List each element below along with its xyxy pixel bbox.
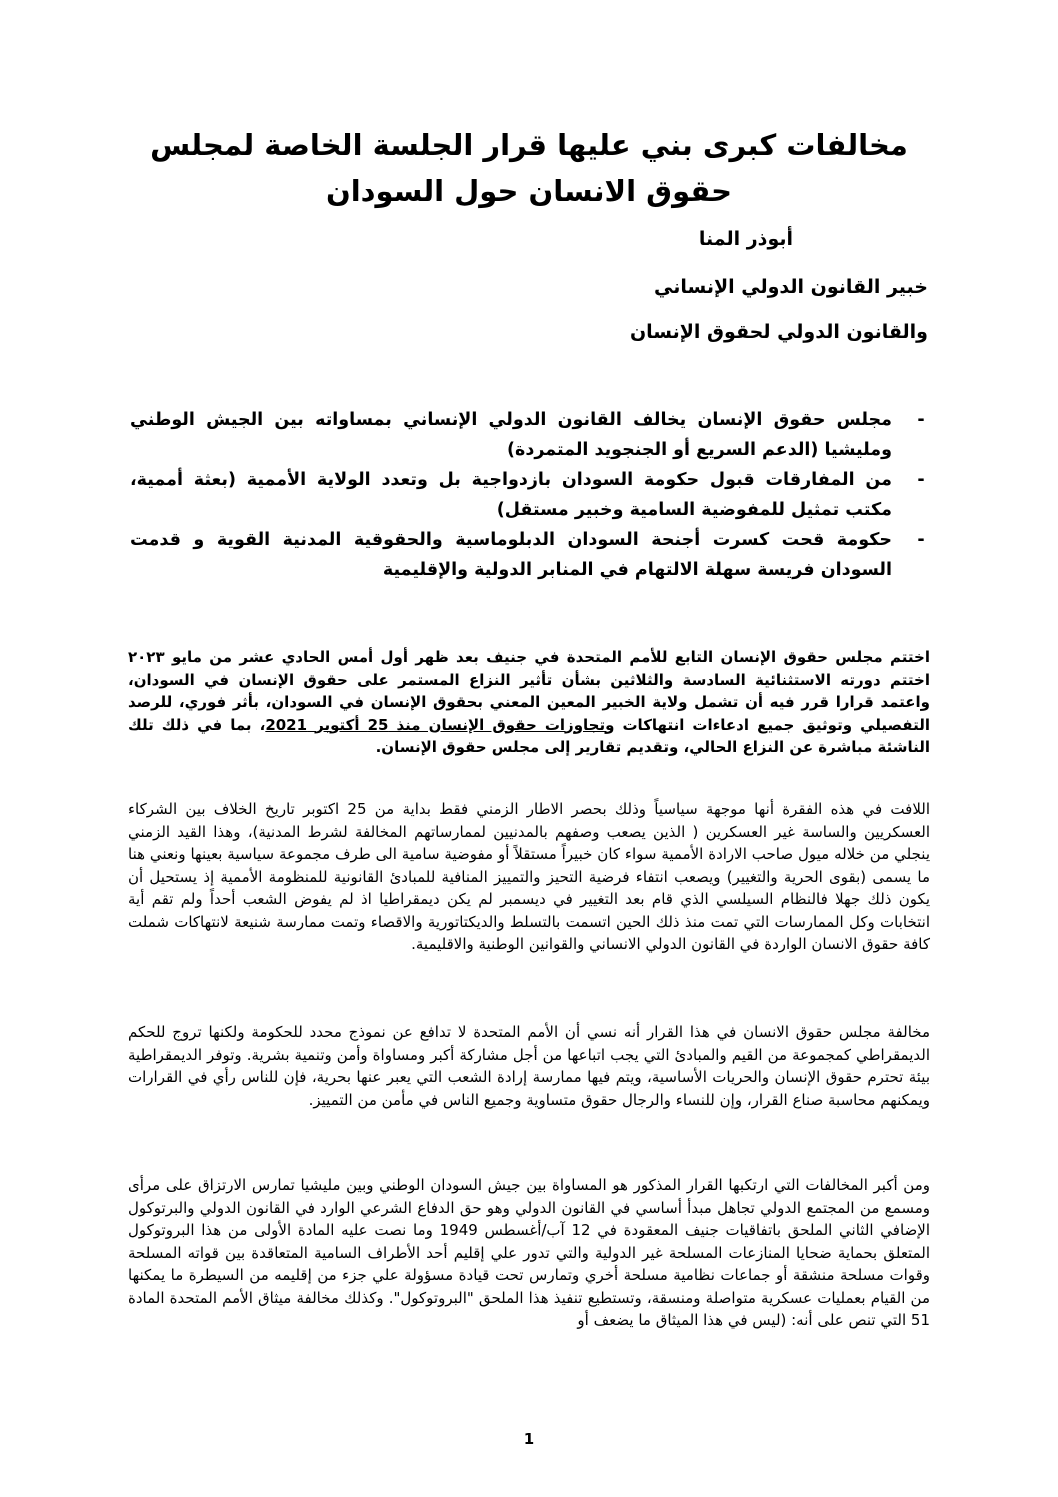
bullet-marker: - — [917, 410, 925, 430]
document-title: مخالفات كبرى بني عليها قرار الجلسة الخاصة لمجلس حقوق الانسان حول السودان — [150, 128, 908, 208]
author-role-line-1: خبير القانون الدولي الإنساني — [654, 276, 928, 298]
summary-bullet-text: من المفارقات قبول حكومة السودان بازدواجية بل وتعدد الولاية الأممية (بعثة أممية، مكتب تمثيل للمفوضية السامية وخبير مستقل) — [130, 470, 892, 520]
page-number: 1 — [523, 1430, 535, 1448]
body-paragraph-2: اللافت في هذه الفقرة أنها موجهة سياسياً وذلك بحصر الاطار الزمني فقط بداية من 25 اكتوبر تاريخ الخلاف بين الشركاء العسكريين والساسة غير العسكرين ( الذين يصعب وصفهم بالمدنيين لممارساتهم المخالفة لشرط المدنية)، وهذا القيد الزمني ينجلي من خلاله ميول صاحب الارادة الأممية سواء كان خبيراً مستقلاً أو مفوضية سامية الى طرف مجموعة سياسية بعينها ونعني هنا ما يسمى (بقوى الحرية والتغيير) ويصعب انتفاء فرضية التحيز والتمييز المنافية للمبادئ القانونية للمنظومة الأممية إذ يستحيل أن يكون ذلك جهلا فالنظام السيلسي الذي قام بعد التغيير في ديسمبر لم يكن ديمقراطيا اذ لم يفوض الشعب أحداً ولم تقم أية انتخابات وكل الممارسات التي تمت منذ ذلك الحين اتسمت بالتسلط والديكتاتورية والاقصاء وتمت ممارسة شنيعة لانتهاكات شملت كافة حقوق الانسان الواردة في القانون الدولي الانساني والقوانين الوطنية والاقليمية. — [128, 800, 931, 953]
paragraph-1-text-end: ، بما في ذلك تلك الناشئة مباشرة عن النزاع الحالي، وتقديم تقارير إلى مجلس حقوق الإنسان. — [128, 715, 930, 756]
body-paragraph-4: ومن أكبر المخالفات التي ارتكبها القرار المذكور هو المساواة بين جيش السودان الوطني وبين مليشيا تمارس الارتزاق على مرأى ومسمع من المجتمع الدولي تجاهل مبدأ أساسي في القانون الدولي وهو حق الدفاع الشرعي الوارد في القانون الدولي والبرتوكول الإضافي الثاني الملحق باتفاقيات جنيف المعقودة في 12 آب/أغسطس 1949 وما نصت عليه المادة الأولى من هذا البروتوكول المتعلق بحماية ضحايا المنازعات المسلحة غير الدولية والتي تدور علي إقليم أحد الأطراف السامية المتعاقدة بين قواته المسلحة وقوات مسلحة منشقة أو جماعات نظامية مسلحة أخري وتمارس تحت قيادة مسؤولة علي جزء من إقليمه من السيطرة ما يمكنها من القيام بعمليات عسكرية متواصلة ومنسقة، وتستطيع تنفيذ هذا الملحق "البروتوكول". وكذلك مخالفة ميثاق الأمم المتحدة المادة 51 التي تنص على أنه: (ليس في هذا الميثاق ما يضعف أو — [128, 1176, 930, 1329]
author-name: أبوذر المنا — [698, 228, 793, 250]
summary-bullet — [130, 525, 928, 585]
paragraph-1-text-start: اختتم مجلس حقوق الإنسان التابع للأمم المتحدة في جنيف بعد ظهر أول أمس الحادي عشر من مايو ٢٠٢٣ اختتم دورته الاستثنائية السادسة والثلاثين بشأن تأثير النزاع المستمر على حقوق الإنسان في السودان، واعتمد قرارا قرر فيه أن تشمل ولاية الخبير المعين المعني بحقوق الإنسان في السودان، بأثر فوري، للرصد التفصيلي وتوثيق جميع ادعاءات انتهاكات — [128, 648, 930, 734]
summary-bullet — [130, 465, 928, 525]
body-paragraph-3: مخالفة مجلس حقوق الانسان في هذا القرار أنه نسي أن الأمم المتحدة لا تدافع عن نموذج محدد للحكومة ولكنها تروج للحكم الديمقراطي كمجموعة من القيم والمبادئ التي يجب اتباعها من أجل مشاركة أكبر ومساواة وأمن وتنمية بشرية. وتوفر الديمقراطية بيئة تحترم حقوق الإنسان والحريات الأساسية، ويتم فيها ممارسة إرادة الشعب التي يعبر عنها بحرية، فإن للناس رأي في القرارات ويمكنهم محاسبة صناع القرار، وإن للنساء والرجال حقوق متساوية وجميع الناس في مأمن من التمييز. — [128, 1023, 930, 1109]
author-role-line-2: والقانون الدولي لحقوق الإنسان — [629, 321, 928, 343]
bullet-marker: - — [917, 530, 925, 550]
summary-bullet-list — [130, 405, 928, 585]
summary-bullet-text: مجلس حقوق الإنسان يخالف القانون الدولي الإنساني بمساواته بين الجيش الوطني ومليشيا (الدعم السريع أو الجنجويد المتمردة) — [130, 410, 892, 460]
paragraph-1-underlined-text: وتجاوزات حقوق الإنسان منذ 25 أكتوبر 2021 — [265, 715, 615, 734]
bullet-marker: - — [917, 470, 925, 490]
summary-bullet — [130, 405, 928, 465]
summary-bullet-text: حكومة قحت كسرت أجنحة السودان الدبلوماسية والحقوقية المدنية القوية و قدمت السودان فريسة سهلة الالتهام في المنابر الدولية والإقليمية — [130, 530, 892, 580]
body-paragraph-1 — [128, 646, 930, 759]
